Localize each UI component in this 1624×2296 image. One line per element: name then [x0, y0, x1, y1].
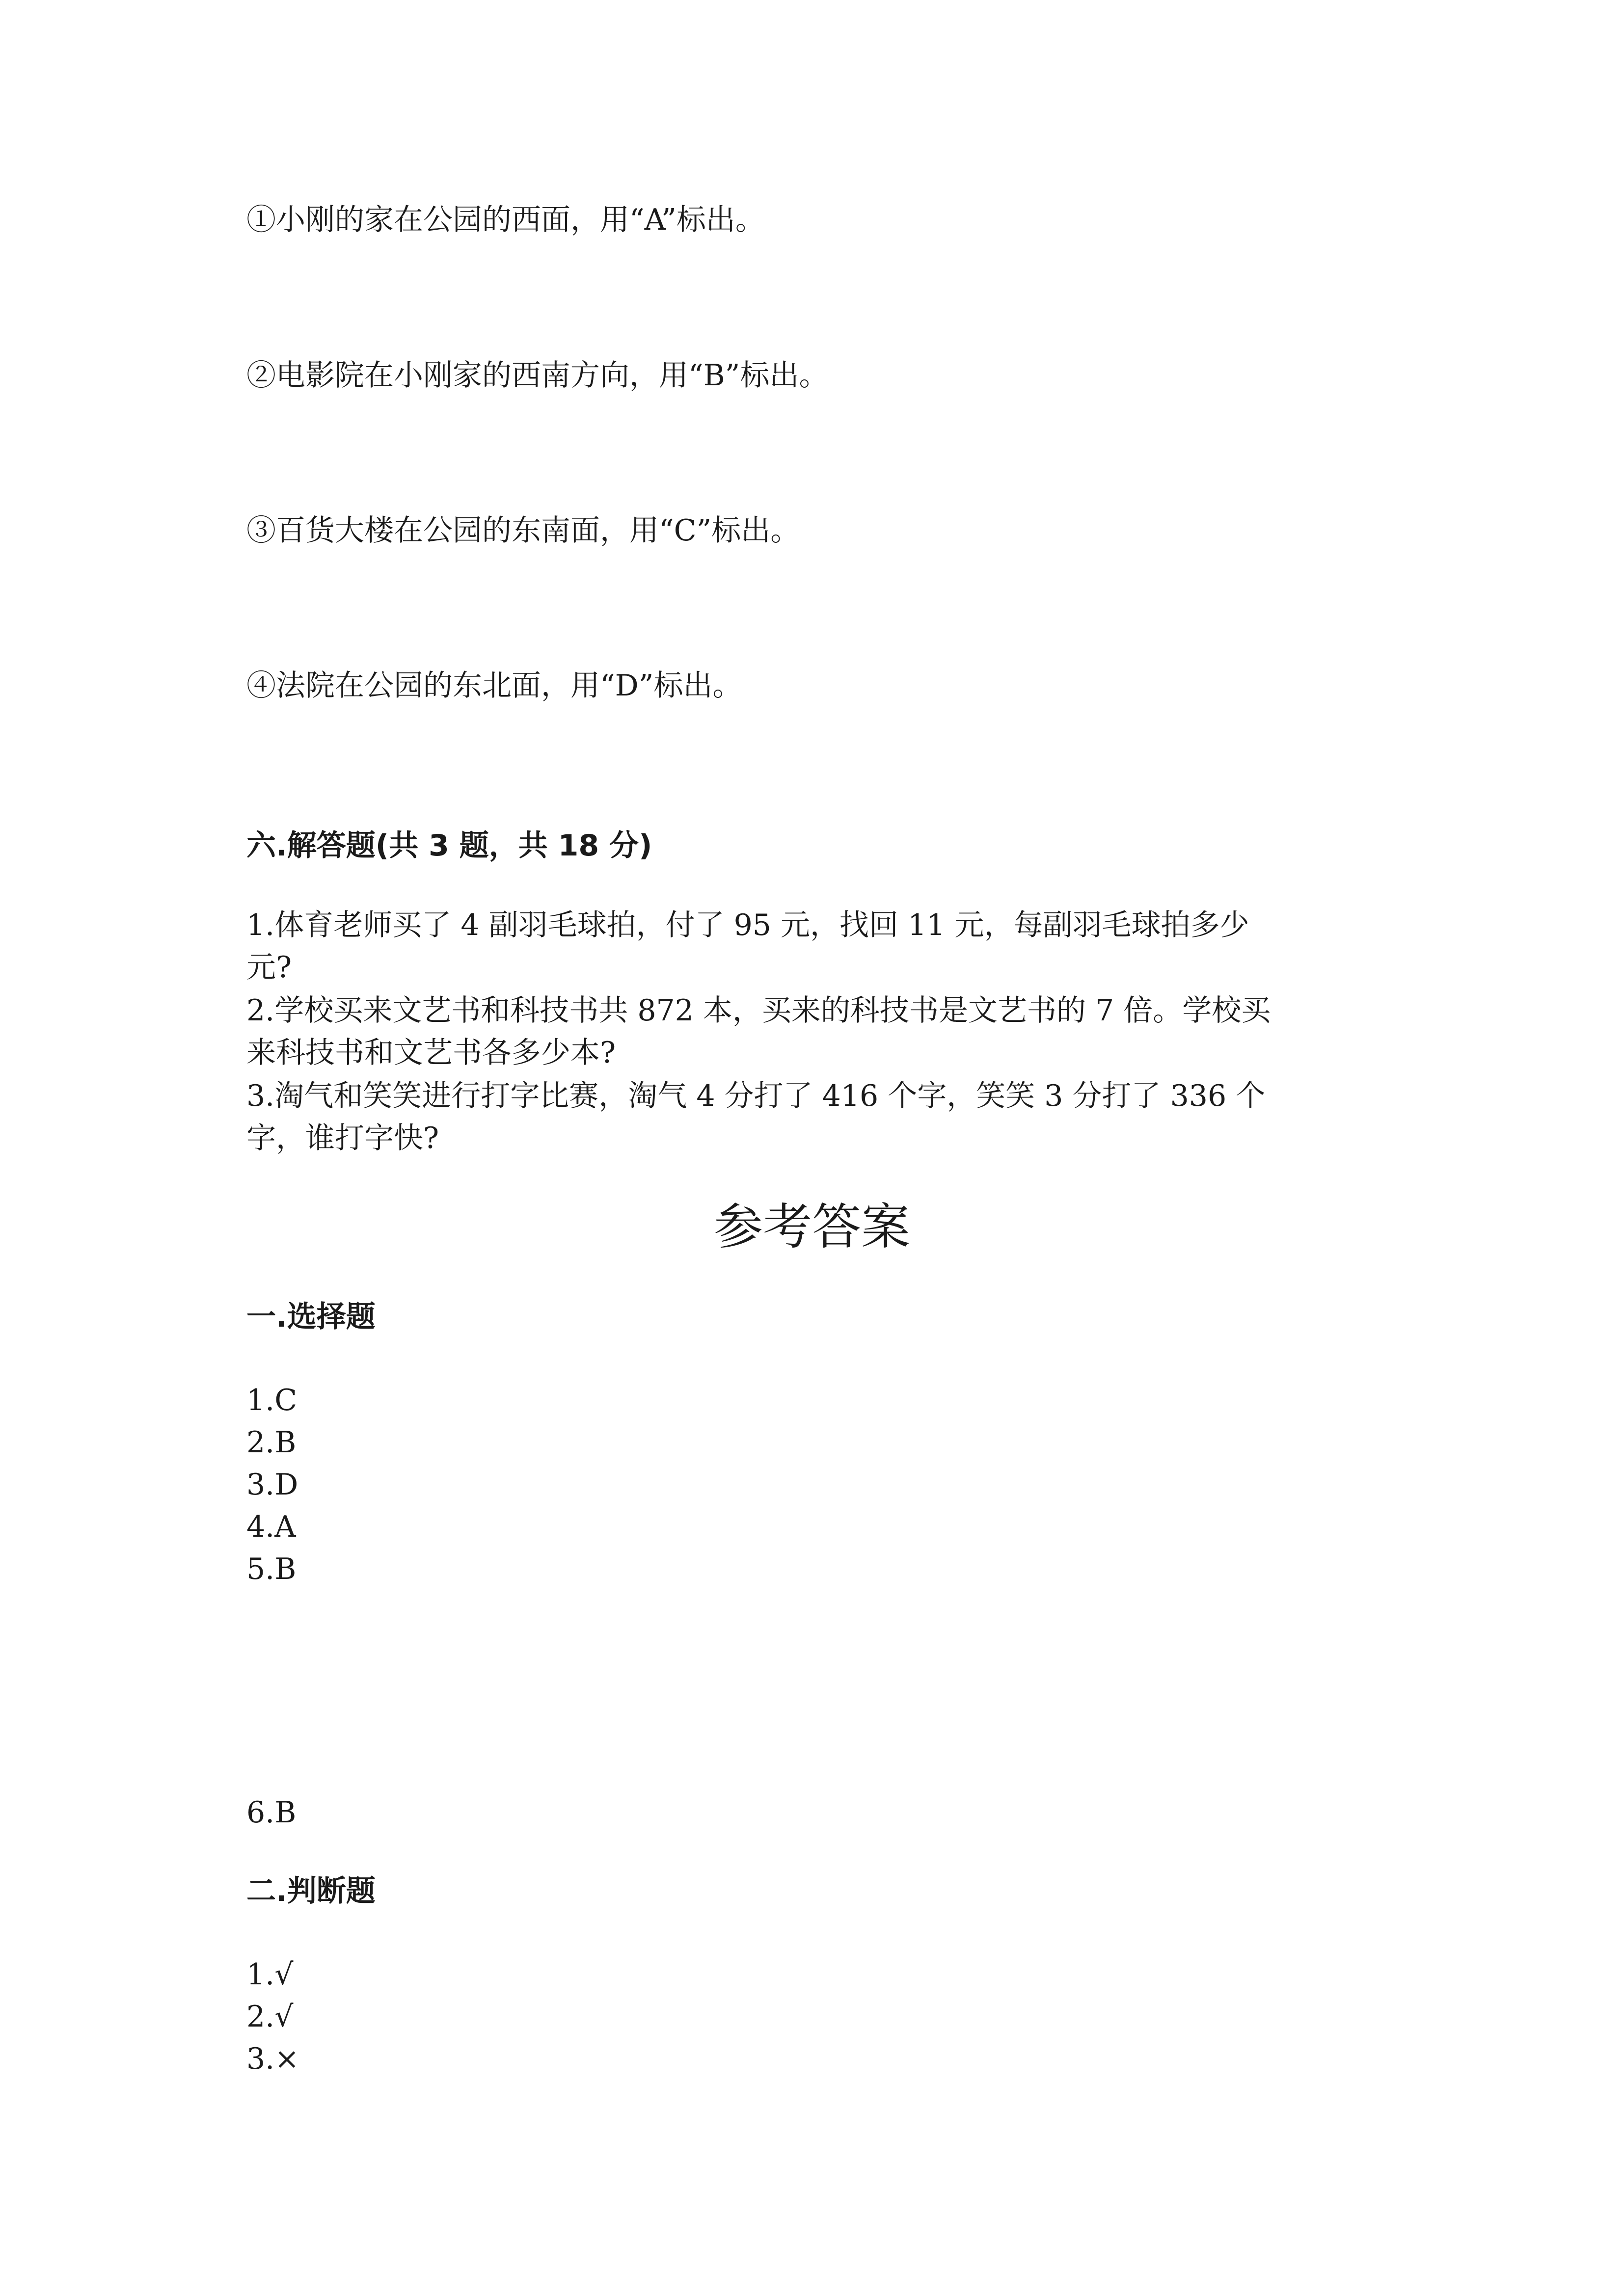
question-2-line-2: 来科技书和文艺书各多少本?: [246, 1036, 616, 1070]
answer-2-1: 1.√: [246, 1957, 294, 1992]
answers-section-2-title: 二.判断题: [246, 1874, 376, 1908]
question-3-line-1: 3.淘气和笑笑进行打字比赛，淘气 4 分打了 416 个字，笑笑 3 分打了 336 个: [246, 1079, 1266, 1113]
map-instruction-a: ①小刚的家在公园的西面，用“A”标出。: [246, 203, 765, 237]
question-3-line-2: 字，谁打字快?: [246, 1121, 439, 1155]
question-2-line-1: 2.学校买来文艺书和科技书共 872 本，买来的科技书是文艺书的 7 倍。学校买: [246, 993, 1271, 1028]
answer-2-3: 3.×: [246, 2042, 299, 2076]
answer-1-5: 5.B: [246, 1552, 297, 1586]
answer-1-3: 3.D: [246, 1468, 298, 1502]
section-6-title: 六.解答题(共 3 题，共 18 分): [246, 828, 652, 863]
answer-1-1: 1.C: [246, 1383, 298, 1417]
answers-title: 参考答案: [714, 1198, 910, 1255]
question-1-line-2: 元?: [246, 950, 292, 985]
answers-section-1-title: 一.选择题: [246, 1300, 376, 1334]
map-instruction-b: ②电影院在小刚家的西南方向，用“B”标出。: [246, 358, 829, 393]
question-1-line-1: 1.体育老师买了 4 副羽毛球拍，付了 95 元，找回 11 元，每副羽毛球拍多少: [246, 908, 1249, 942]
map-instruction-c: ③百货大楼在公园的东南面，用“C”标出。: [246, 513, 800, 548]
answer-1-2: 2.B: [246, 1425, 297, 1460]
answer-2-2: 2.√: [246, 2000, 294, 2034]
answer-1-4: 4.A: [246, 1510, 296, 1544]
map-instruction-d: ④法院在公园的东北面，用“D”标出。: [246, 668, 742, 703]
answer-1-6: 6.B: [246, 1795, 297, 1830]
